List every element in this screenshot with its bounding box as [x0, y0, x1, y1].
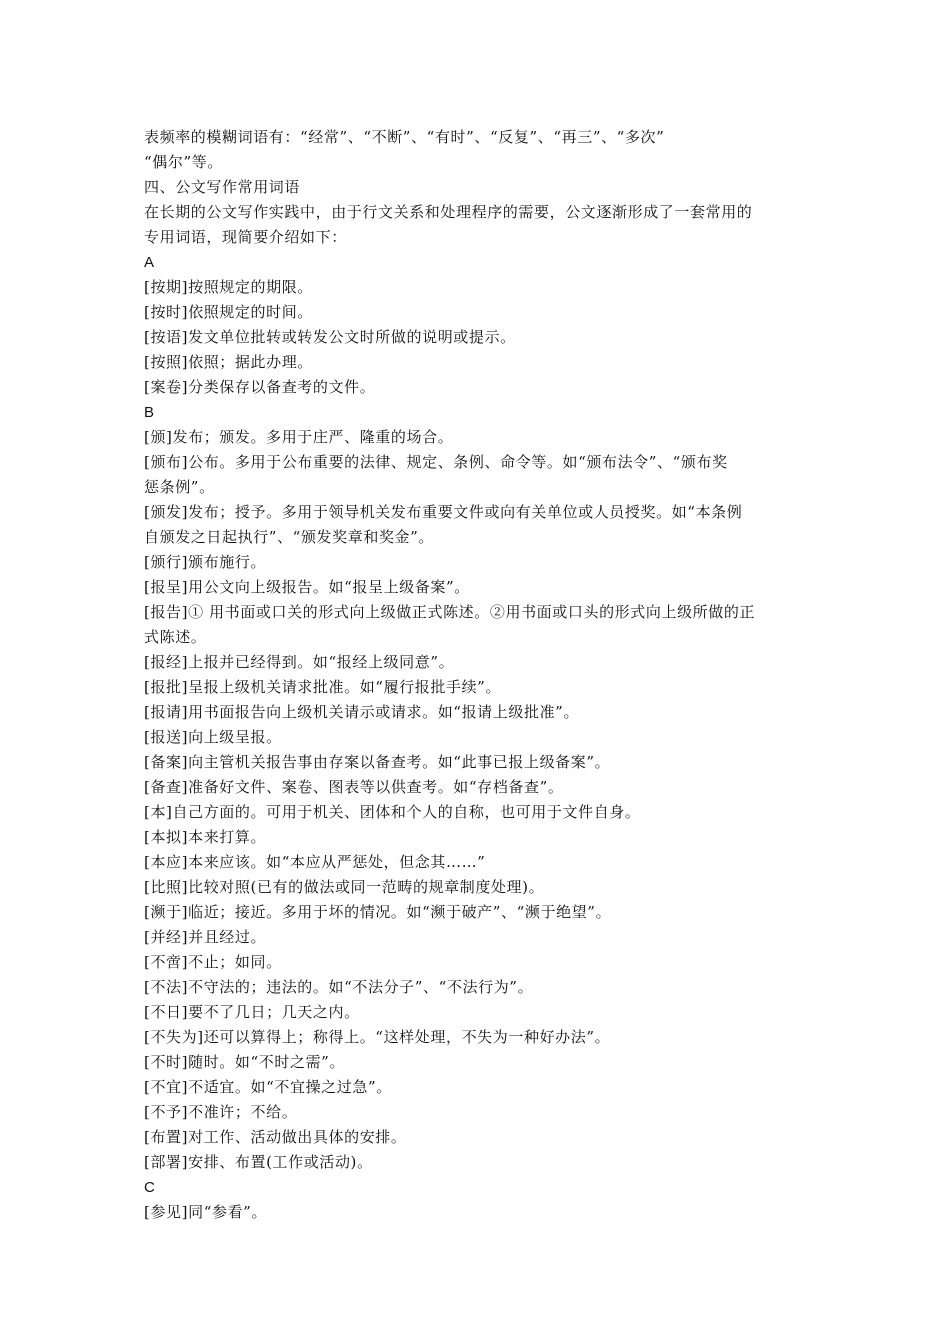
- glossary-entry: [本应]本来应该。如“本应从严惩处，但念其……”: [144, 853, 486, 871]
- glossary-entry: [不时]随时。如“不时之需”。: [144, 1053, 346, 1071]
- glossary-entry: [报经]上报并已经得到。如“报经上级同意”。: [144, 653, 455, 671]
- glossary-entry: [不予]不准许；不给。: [144, 1103, 298, 1121]
- text-line: 表频率的模糊词语有：“经常”、“不断”、“有时”、“反复”、“再三”、“多次”: [144, 128, 665, 146]
- text-line: 在长期的公文写作实践中，由于行文关系和处理程序的需要，公文逐渐形成了一套常用的: [144, 203, 753, 221]
- glossary-entry: [按语]发文单位批转或转发公文时所做的说明或提示。: [144, 328, 516, 346]
- glossary-entry: [本拟]本来打算。: [144, 828, 267, 846]
- glossary-entry: [参见]同“参看”。: [144, 1203, 268, 1221]
- section-heading: 四、公文写作常用词语: [144, 178, 301, 196]
- glossary-entry: [备查]准备好文件、案卷、图表等以供查考。如“存档备查”。: [144, 778, 564, 796]
- glossary-entry: [报送]向上级呈报。: [144, 728, 282, 746]
- glossary-entry: [颁布]公布。多用于公布重要的法律、规定、条例、命令等。如“颁布法令”、“颁布奖: [144, 453, 728, 471]
- glossary-entry-continuation: 自颁发之日起执行”、“颁发奖章和奖金”。: [144, 528, 435, 546]
- letter-heading-c: C: [144, 1179, 155, 1196]
- glossary-entry: [案卷]分类保存以备查考的文件。: [144, 378, 376, 396]
- glossary-entry: [报请]用书面报告向上级机关请示或请求。如“报请上级批准”。: [144, 703, 580, 721]
- document-body: [144, 125, 810, 1225]
- glossary-entry-continuation: 惩条例”。: [144, 478, 215, 496]
- glossary-entry: [备案]向主管机关报告事由存案以备查考。如“此事已报上级备案”。: [144, 753, 611, 771]
- glossary-entry: [报呈]用公文向上级报告。如“报呈上级备案”。: [144, 578, 470, 596]
- glossary-entry: [不宜]不适宜。如“不宜操之过急”。: [144, 1078, 392, 1096]
- glossary-entry: [颁发]发布；授予。多用于领导机关发布重要文件或向有关单位或人员授奖。如“本条例: [144, 503, 743, 521]
- glossary-entry: [报告]① 用书面或口关的形式向上级做正式陈述。②用书面或口头的形式向上级所做的正: [144, 603, 756, 621]
- glossary-entry: [本]自己方面的。可用于机关、团体和个人的自称，也可用于文件自身。: [144, 803, 641, 821]
- glossary-entry: [不法]不守法的；违法的。如“不法分子”、“不法行为”。: [144, 978, 534, 996]
- text-line: 专用词语，现简要介绍如下：: [144, 228, 347, 246]
- letter-heading-a: A: [144, 254, 155, 271]
- glossary-entry: [颁行]颁布施行。: [144, 553, 267, 571]
- glossary-entry: [按期]按照规定的期限。: [144, 278, 313, 296]
- glossary-entry: [颁]发布；颁发。多用于庄严、隆重的场合。: [144, 428, 454, 446]
- glossary-entry: [濒于]临近；接近。多用于坏的情况。如“濒于破产”、“濒于绝望”。: [144, 903, 612, 921]
- glossary-entry: [按照]依照；据此办理。: [144, 353, 313, 371]
- glossary-entry: [并经]并且经过。: [144, 928, 267, 946]
- glossary-entry: [比照]比较对照(已有的做法或同一范畴的规章制度处理)。: [144, 878, 545, 896]
- glossary-entry: [不日]要不了几日；几天之内。: [144, 1003, 360, 1021]
- text-line: “偶尔”等。: [144, 153, 223, 171]
- glossary-entry: [报批]呈报上级机关请求批准。如“履行报批手续”。: [144, 678, 502, 696]
- glossary-entry: [不啻]不止；如同。: [144, 953, 282, 971]
- glossary-entry: [不失为]还可以算得上；称得上。“这样处理，不失为一种好办法”。: [144, 1028, 611, 1046]
- glossary-entry-continuation: 式陈述。: [144, 628, 207, 646]
- glossary-entry: [布置]对工作、活动做出具体的安排。: [144, 1128, 407, 1146]
- glossary-entry: [部署]安排、布置(工作或活动)。: [144, 1153, 373, 1171]
- letter-heading-b: B: [144, 404, 155, 421]
- glossary-entry: [按时]依照规定的时间。: [144, 303, 313, 321]
